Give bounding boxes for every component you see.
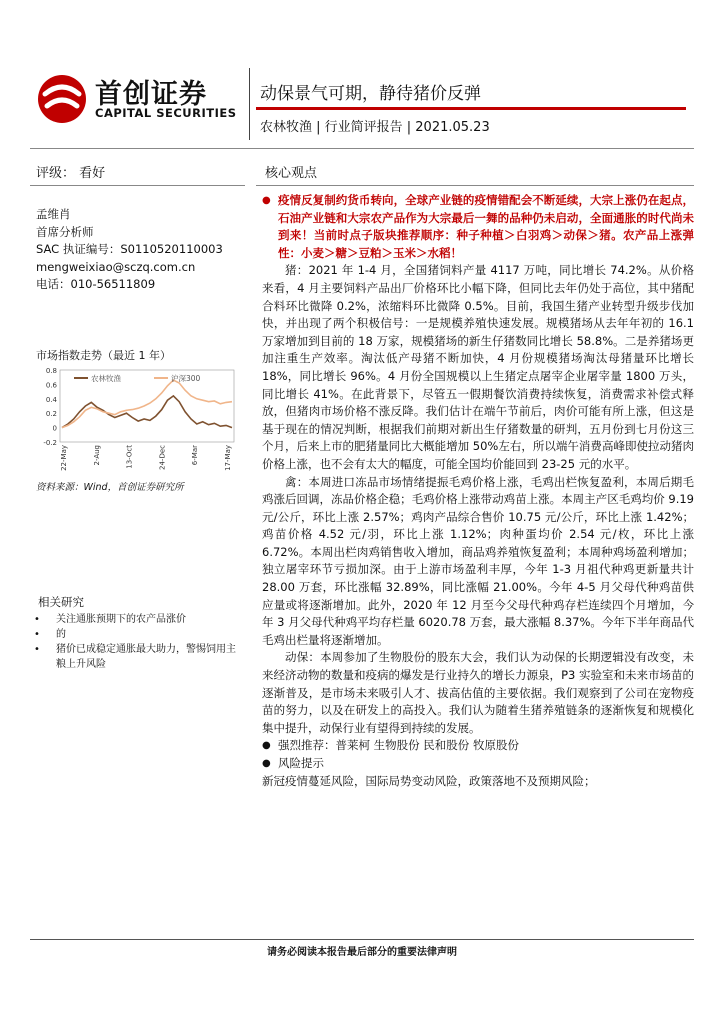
left-rule [30, 185, 245, 186]
x-tick-label: 24-Dec [158, 445, 167, 470]
related-item[interactable] [34, 627, 244, 642]
core-views-title: 核心观点 [265, 166, 318, 181]
risk-title-line [262, 755, 694, 773]
report-subtitle: 农林牧渔 | 行业简评报告 | 2021.05.23 [260, 120, 490, 135]
y-tick-label: 0.4 [45, 395, 57, 404]
x-tick-label: 13-Oct [125, 445, 134, 469]
bullet: • [34, 614, 40, 625]
bullet: ● [262, 740, 271, 752]
analyst-role: 首席分析师 [36, 224, 94, 239]
analyst-phone: 电话：010-56511809 [36, 277, 156, 291]
logo [35, 72, 245, 126]
recommend-line [262, 737, 694, 755]
highlight-paragraph [262, 192, 694, 262]
related-research-title: 相关研究 [38, 595, 84, 609]
right-rule [256, 185, 694, 186]
related-item-text: 关注通胀预期下的农产品涨价 [56, 614, 186, 625]
index-chart [34, 366, 239, 474]
legend-label: 农林牧渔 [91, 374, 121, 383]
analyst-email[interactable]: mengweixiao@sczq.com.cn [36, 259, 196, 274]
analyst-sac: SAC 执证编号：S0110520110003 [36, 242, 223, 256]
logo-mark-icon [35, 72, 89, 126]
y-tick-label: 0.6 [45, 381, 57, 390]
related-item-text: 的 [56, 629, 66, 640]
poultry-paragraph: 禽：本周进口冻品市场情绪提振毛鸡价格上涨，毛鸡出栏恢复盈利，本周后期毛鸡涨后回调，冻品价格企稳；毛鸡价格上涨带动鸡苗上涨。本周主产区毛鸡均价 9.19 元/公斤，环比上涨 2.57%；鸡肉产品综合售价 10.75 元/公斤，环比上涨 1.42%；鸡苗价格 4.52 元/羽，环比上涨 1.12%；肉种蛋均价 2.54 元/枚，环比上涨 6.72%。本周出栏肉鸡销售收入增加，商品鸡养殖恢复盈利；本周种鸡场盈利增加；独立屠宰环节亏损加深。由于上游市场盈利丰厚，今年 1-3 月祖代种鸡更新量共计 28.00 万套，环比涨幅 32.89%，同比涨幅 21.00%。今年 4-5 月父母代种鸡苗供应量或将逐渐增加。此外，2020 年 12 月至今父母代种鸡存栏连续四个月增加，今年 3 月父母代种鸡平均存栏量 6020.78 万套，最大涨幅 8.37%。今年下半年商品代毛鸡出栏量将逐渐增加。 [262, 474, 694, 647]
bullet: • [34, 644, 40, 655]
legal-notice: 请务必阅读本报告最后部分的重要法律声明 [267, 947, 457, 958]
y-tick-label: 0.8 [45, 367, 57, 375]
y-tick-label: -0.2 [43, 439, 57, 447]
animal-health-paragraph: 动保：本周参加了生物股份的股东大会，我们认为动保的长期逻辑没有改变，未来经济动物的数量和疫病的爆发是行业持久的增长力源泉，P3 实验室和未来市场苗的逐渐普及，是市场未来吸引人才、拔高估值的主要依据。我们观察到了公司在宠物疫苗的努力，以及在研发上的高投入。我们认为随着生猪养殖链条的逐渐恢复和规模化集中提升，动保行业有望得到持续的发展。 [262, 650, 694, 735]
related-item[interactable] [34, 642, 244, 672]
bullet: ● [262, 758, 271, 769]
recommend-text: 强烈推荐：普莱柯 生物股份 民和股份 牧原股份 [278, 738, 519, 753]
header-divider [249, 68, 250, 140]
y-tick-label: 0.2 [45, 410, 57, 419]
pig-paragraph: 猪：2021 年 1-4 月，全国猪饲料产量 4117 万吨，同比增长 74.2%。从价格来看，4 月主要饲料产品出厂价格环比小幅下降，但同比去年仍处于高位，其中猪配合料环比微降 0.2%，浓缩料环比微降 0.5%。目前，我国生猪产业转型升级步伐加快，并出现了两个积极信号：一是规模养殖快速发展。规模猪场从去年年初的 16.1 万家增加到目前的 18 万家，规模猪场的新生仔猪数同比增长 58.8%。二是养猪场更加注重生产效率。淘汰低产母猪不断加快，4 月份规模猪场淘汰母猪量环比增长 18%，同比增长 96%。4 月份全国规模以上生猪定点屠宰企业屠宰量 1800 万头，同比增长 41%。在此背景下，尽管五一假期餐饮消费持续恢复，消费需求补偿式释放，但猪肉市场价格不涨反降。我们估计在端午节前后，肉价可能有所上涨，但这是基于现在的情况判断，根据我们前期对新出生仔猪数量的研判，五月份到七月份这三个月，后来上市的肥猪量同比大概能增加 50%左右，所以端午消费高峰即使拉动猪肉价格上涨，也不会有太大的幅度，可能全国均价能回到 23-25 元的水平。 [262, 263, 694, 471]
legend-label: 沪深300 [171, 374, 201, 383]
risk-text: 新冠疫情蔓延风险，国际局势变动风险，政策落地不及预期风险； [262, 773, 596, 788]
related-research-list [34, 612, 244, 672]
x-tick-label: 22-May [60, 445, 68, 471]
analyst-info [36, 206, 223, 294]
title-underline [256, 107, 686, 110]
report-title: 动保景气可期，静待猪价反弹 [260, 84, 481, 104]
analyst-name: 孟维肖 [36, 207, 71, 221]
bullet: • [34, 629, 40, 640]
x-tick-label: 17-May [224, 445, 232, 471]
related-item-text: 猪价已成稳定通胀最大助力，警惕饲用主粮上升风险 [56, 644, 236, 670]
chart-source: 资料来源：Wind，首创证券研究所 [36, 482, 184, 493]
x-tick-label: 2-Aug [92, 445, 101, 466]
core-views [262, 192, 694, 790]
y-tick-label: 0 [52, 424, 57, 433]
risk-title: 风险提示 [278, 756, 324, 770]
chart-title: 市场指数走势（最近 1 年） [36, 349, 171, 362]
bullet: ● [262, 195, 271, 206]
rating: 评级： 看好 [36, 166, 106, 181]
x-tick-label: 6-Mar [191, 445, 200, 466]
related-item[interactable] [34, 612, 244, 627]
highlight-text: 疫情反复制约货币转向，全球产业链的疫情错配会不断延续，大宗上涨仍在起点，石油产业链和大宗农产品作为大宗最后一舞的品种仍未启动，全面通胀的时代尚未到来！当前时点子版块推荐顺序：种子种植＞白羽鸡＞动保＞猪。农产品上涨弹性：小麦＞糖＞豆粕＞玉米＞水稻！ [278, 193, 694, 260]
footer-rule [30, 939, 694, 940]
logo-text-en: CAPITAL SECURITIES [95, 106, 237, 120]
header-rule [30, 148, 694, 149]
logo-text-cn: 首创证券 [95, 79, 207, 110]
